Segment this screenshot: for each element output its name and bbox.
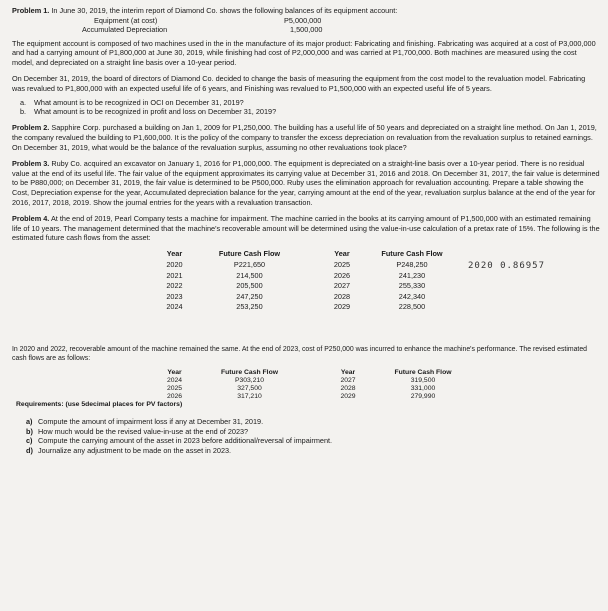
equipment-balances: [12, 16, 600, 35]
cash-flow-table-right: [322, 249, 462, 313]
requirements-list: [26, 417, 600, 455]
revised-table-right: [328, 369, 478, 402]
question-item: a. What amount is to be recognized in OCI on December 31, 2019?: [20, 97, 244, 107]
problem2-label: Problem 2.: [12, 123, 50, 133]
column-header: Future Cash Flow: [218, 248, 281, 258]
table-row: 2028 242,340: [333, 291, 426, 301]
problem1-questions: [20, 98, 600, 117]
column-header: Year: [167, 368, 182, 376]
problem1-intro: Problem 1. In June 30, 2019, the interim report of Diamond Co. shows the following balances of its equipment account:: [12, 6, 398, 15]
table-row: 2026 241,230: [333, 270, 426, 280]
table-row: 2029 228,500: [333, 302, 426, 312]
table-row: 2023 247,250: [166, 291, 263, 301]
problem3-text: Problem 3. Ruby Co. acquired an excavator on January 1, 2016 for P1,000,000. The equipment is depreciated on a straight-line basis over a 10-year period. There is no residual value at the end of its useful life. The fair value of the equipment approximates its carrying value at December 31, 2016 and 2018. On December 31, 2017, the fair value is determined to be P880,000; on December 31, 2019, the fair value is determined to be P500,000. Ruby uses the elimination approach for revaluation accounting. Prepare a table showing the Cost, Depreciation expense for the year, Accumulated depreciation balance for the year, carrying amount at the end of the year, revaluation surplus balance at the end of the year for 2016, 2017, 2018, 2019. Show the journal entries for the years with a revaluation transaction.: [12, 159, 600, 207]
problem1-label: Problem 1.: [12, 6, 50, 15]
revised-table-left: [152, 369, 302, 402]
column-header: Future Cash Flow: [220, 368, 279, 376]
requirement-item: c) Compute the carrying amount of the asset in 2023 before additional/reversal of impairment.: [26, 436, 333, 446]
table-row: 2025 P248,250: [333, 259, 428, 269]
column-header: Year: [166, 248, 183, 258]
requirement-item: a) Compute the amount of impairment loss if any at December 31, 2019.: [26, 416, 264, 426]
cash-flow-table-left: [152, 249, 302, 313]
account-name: Equipment (at cost): [94, 15, 158, 25]
problem3-label: Problem 3.: [12, 159, 50, 169]
table-row: 2024 P303,210: [166, 376, 265, 384]
table-row: 2025 327,500: [166, 385, 262, 393]
problem2-text: Problem 2. Sapphire Corp. purchased a building on Jan 1, 2009 for P1,250,000. The building has a useful life of 50 years and depreciated on a straight line method. On Jan 1, 2019, the company revalued the building to P1,600,000. It is the policy of the company to transfer the excess depreciation on revaluation from the revaluation surplus to retained earnings. On December 31, 2019, what would be the balance of the revaluation surplus, assuming no other revaluations took place?: [12, 123, 597, 152]
column-header: Future Cash Flow: [381, 248, 443, 258]
table-row: 2021 214,500: [166, 270, 263, 280]
requirement-item: b) How much would be the revised value-in-use at the end of 2023?: [26, 426, 249, 436]
table-row: 2022 205,500: [166, 281, 263, 291]
question-item: b. What amount is to be recognized in profit and loss on December 31, 2019?: [20, 106, 277, 116]
table-row: 2029 279,990: [340, 393, 436, 401]
table-row: 2028 331,000: [340, 385, 436, 393]
problem4-label: Problem 4.: [12, 214, 50, 224]
problem1-paragraph: The equipment account is composed of two machines used in the in the manufacture of its major product: Fabricating and finishing. Fabricating was acquired at a cost of P3,000,000 and had a carrying amount of P1,800,000 at June 30, 2019, while finishing had cost of P2,000,000 and was carried at P1,700,000. Both machines are measured using the cost model, and depreciated on a straight line basis over a 10-year period.: [12, 38, 596, 67]
account-name: Accumulated Depreciation: [82, 24, 168, 34]
requirement-item: d) Journalize any adjustment to be made on the asset in 2023.: [26, 445, 232, 455]
account-amount: 1,500,000: [290, 24, 323, 34]
table-row: 2020 P221,650: [166, 259, 266, 269]
handwritten-note: 2020 0.86957: [468, 260, 546, 271]
table-row: 2027 255,330: [333, 281, 426, 291]
revised-intro: In 2020 and 2022, recoverable amount of the machine remained the same. At the end of 2023, cost of P250,000 was incurred to enhance the machine's performance. The revised estimated cash flows are as follows:: [12, 345, 587, 362]
requirements-label: Requirements: (use 5decimal places for PV factors): [16, 400, 183, 408]
table-row: 2024 253,250: [166, 302, 263, 312]
revised-cash-flow-section: [12, 369, 600, 413]
column-header: Year: [340, 368, 356, 376]
account-amount: P5,000,000: [284, 15, 322, 25]
problem4-text: Problem 4. At the end of 2019, Pearl Company tests a machine for impairment. The machine carried in the books at its carrying amount of P1,500,000 with an estimated remaining life of 10 years. The management determined that the machine's recoverable amount will be determined using the value-in-use calculation of a pretax rate of 15%. The following is the estimated future cash flows from the asset:: [12, 214, 600, 243]
problem1-paragraph: On December 31, 2019, the board of directors of Diamond Co. decided to change the basis of measuring the equipment from the cost model to the revaluation model. Fabricating was revalued to P1,800,000 with an expected useful life of 6 years, and Finishing was revalued to P1,500,000 with an expected useful life of 5 years.: [12, 74, 586, 93]
table-row: 2027 319,500: [340, 376, 436, 384]
table-row: 2026 317,210: [166, 393, 262, 401]
cash-flow-section: [12, 249, 600, 331]
column-header: Year: [334, 248, 350, 258]
column-header: Future Cash Flow: [394, 368, 452, 376]
